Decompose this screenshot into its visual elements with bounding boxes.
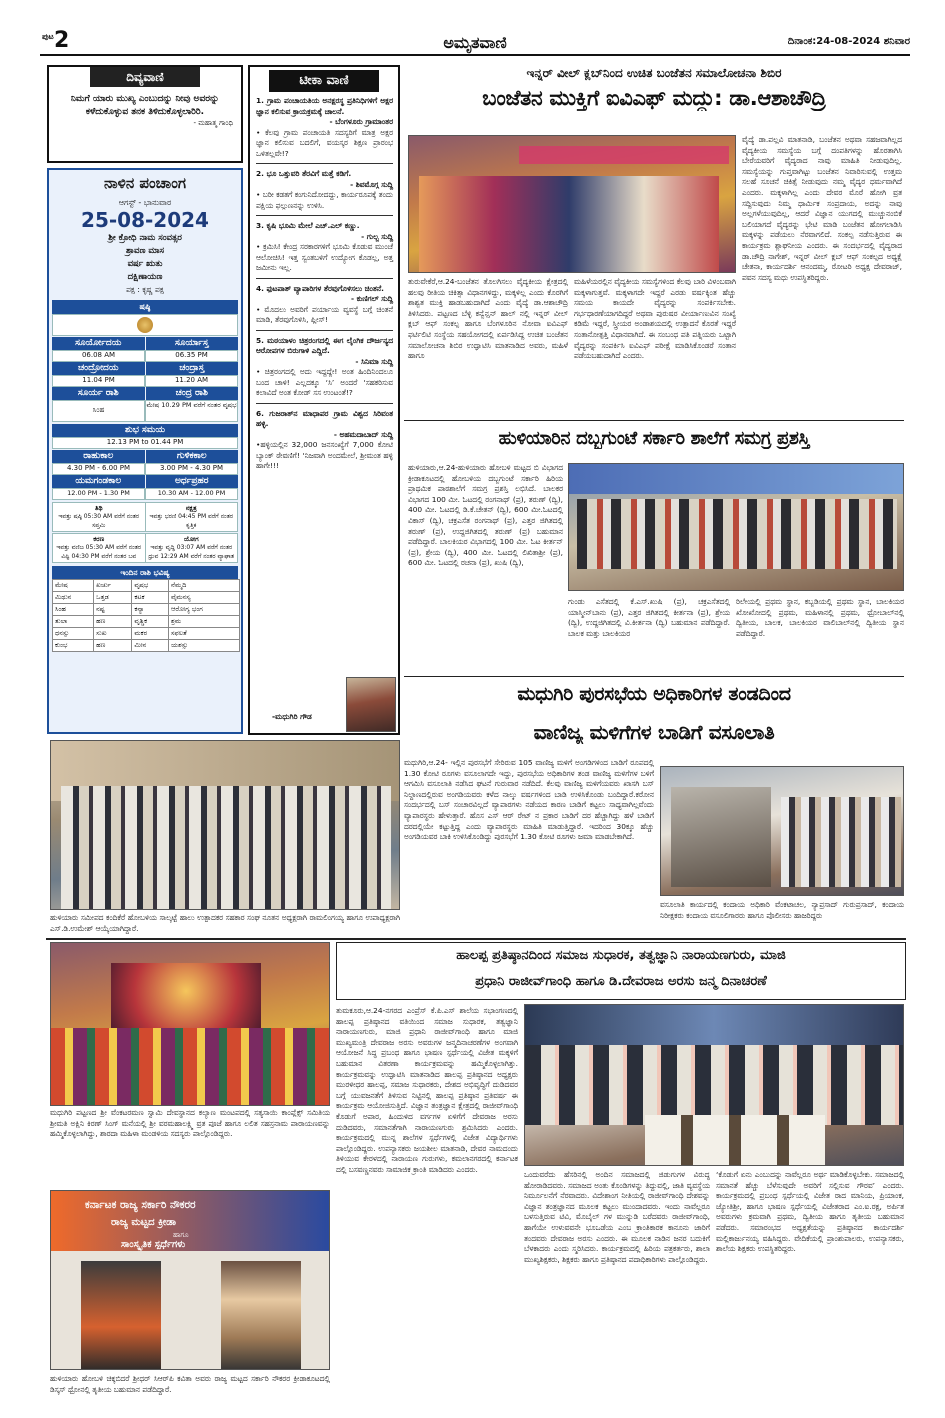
sunrise-value: 06.08 AM bbox=[52, 350, 145, 362]
story1-col-a: ತುರುವೇಕೆರೆ,ಆ.24-ಬಂಜೆತನ ತೊಲಗಿಸಲು ವೈದ್ಯಕೀಯ ಕ್ಷೇತ್ರದಲ್ಲಿ ಹಲವು ರೀತಿಯ ಚಿಕಿತ್ಸಾ ವಿಧಾನಗಳಿದ್ದು, ಮಕ್ಕಳಿಲ್ಲ ಎಂದು ಕೊರಗಿಗೆ ಶಾಶ್ವತ ಮುಕ್ತಿ ಹಾಡಬಹುದಾಗಿದೆ ಎಂದು ವೈದ್ಯೆ ಡಾ.ಆಶಾಚೌದ್ರಿ ತಿಳಿಸಿದರು. ಪಟ್ಟಣದ ಬೆಳ್ಳಿ ಕನ್ವೆನ್ಷನ್ ಹಾಲ್ ನಲ್ಲಿ ಇನ್ನರ್ ವೀಲ್ ಕ್ಲಬ್ ಆಫ್ ಸಂಕಲ್ಪ ಹಾಗೂ ಬೆಂಗಳೂರಿನ ನೋವಾ ಐವಿಎಫ್ ಫರ್ಟಿಲಿಟಿ ಸಂಸ್ಥೆಯ ಸಹಯೋಗದಲ್ಲಿ ಏರ್ಪಡಿಸಿದ್ದ ಉಚಿತ ಬಂಜೆತನ ಸಮಾಲೋಚನಾ ಶಿಬಿರ ಉದ್ಘಾಟಿಸಿ ಮಾತನಾಡಿದ ಅವರು, ಮಹಿಳೆ ಹಾಗೂ bbox=[408, 277, 568, 361]
rashi-cell: ನಷ್ಟ bbox=[94, 604, 132, 616]
teeka-answer: • ಚಿತ್ರರಂಗದಲ್ಲಿ ಅದು ಇದ್ದದ್ದೇ! ಅಂತ ಹಿಂದಿನಿಂದಲೂ ಬಂದ ಚಾಳಿ! ಎಲ್ಲದಕ್ಕೂ ‘ಸಿ’ ಅಂದರೆ ‘ಸಹಕರಿಸುವ ಕಲಾವಿದೆ ಅಂತ ಕೋಡ್ ಸಸ ಉಂಟಂತೆ!? bbox=[256, 367, 393, 397]
rashi-cell: ಧನಸ್ಸು bbox=[53, 628, 94, 640]
panchanga-day: ಷಷ್ಠಿ bbox=[52, 300, 238, 314]
deity-image bbox=[52, 314, 238, 336]
story2-photo bbox=[568, 463, 904, 591]
story4-photo bbox=[524, 1004, 904, 1166]
rashi-cell: ಮಿಥುನ bbox=[53, 592, 94, 604]
panchanga-date: 25-08-2024 bbox=[81, 208, 209, 232]
masthead bbox=[40, 30, 910, 56]
divider bbox=[404, 676, 904, 677]
story2-col-a: ಹುಳಿಯಾರು,ಆ.24-ಹುಳಿಯಾರು ಹೋಬಳಿ ಮಟ್ಟದ ಬಿ ವಿಭಾಗದ ಕ್ರೀಡಾಕೂಟದಲ್ಲಿ ಹೋಬಳಿಯ ದಬ್ಬಗುಂಟೆ ಸರ್ಕಾರಿ ಹಿರಿಯ ಪ್ರಾಥಮಿಕ ಪಾಠಶಾಲೆಗೆ ಸಮಗ್ರ ಪ್ರಶಸ್ತಿ ಲಭಿಸಿದೆ. ಬಾಲಕರ ವಿಭಾಗದ 100 ಮೀ. ಓಟದಲ್ಲಿ ರಂಗನಾಥ್ (ಪ್ರ), ತರುಣ್ (ದ್ವಿ), 400 ಮೀ. ಓಟದಲ್ಲಿ ಡಿ.ಕೆ.ಚೇತನ್ (ದ್ವಿ), 600 ಮೀ.ಓಟದಲ್ಲಿ ವಿಕಾಸ್ (ದ್ವಿ), ಚಕ್ರಎಸೆತ ರಂಗನಾಥ್ (ಪ್ರ), ಎತ್ತರ ಜಿಗಿತದಲ್ಲಿ ತರುಣ್ (ಪ್ರ), ಉದ್ದಜಿಗಿತದಲ್ಲಿ ತರುಣ್ (ಪ್ರ) ಬಹುಮಾನ ಪಡೆದಿದ್ದಾರೆ. ಬಾಲಕಿಯರ ವಿಭಾಗದಲ್ಲಿ 100 ಮೀ. ಓಟ ಕೀರ್ತನ್ (ಪ್ರ), ಶ್ರೇಯ (ದ್ವಿ), 400 ಮೀ. ಓಟದಲ್ಲಿ ಲಿಖಿತಾಶ್ರೀ (ಪ್ರ), 600 ಮೀ. ಓಟದಲ್ಲಿ ರಚನಾ (ಪ್ರ), ಖುಷಿ (ದ್ವಿ), bbox=[408, 463, 563, 568]
moonrise-label: ಚಂದ್ರೋದಯ bbox=[52, 362, 145, 375]
panchanga-month-day: ಆಗಸ್ಟ್ - ಭಾನುವಾರ bbox=[118, 198, 172, 207]
karana-label: ಕರಣ bbox=[93, 535, 105, 543]
page-label: ಪುಟ bbox=[42, 32, 54, 41]
rashi-cell: ಮೇಷ bbox=[53, 580, 94, 592]
columnist-photo bbox=[346, 677, 396, 732]
teeka-item bbox=[256, 336, 393, 404]
story4-col-b: ಒಂದುವರೆದು ಹೆಸರಿನಲ್ಲಿ ಅಂದಿನ ಸಮಾಜದಲ್ಲಿ ಜಿಡುಗುಗಳ ವಿರುದ್ಧ ಹೋರಾಡಿದವರು. ಸಮಾಜದ ಅಂತು ಕೊಂಡಿಗಳನ್ನು ತಿದ್ದುವಲ್ಲಿ, ಜಾತಿ ವ್ಯವಸ್ಥೆಯ ನಿರ್ಮೂಲನೆಗೆ ನೆರವಾದರು. ವಿದೇಶಾಂಗ ನೀತಿಯಲ್ಲಿ ರಾಜೀವ್‌ಗಾಂಧಿ ದೇಶವನ್ನು ವಿಜ್ಞಾನ ತಂತ್ರಜ್ಞಾನದ ಮೂಲಕ ಕಟ್ಟಲು ಮುಂದಾದವರು. ಇಂದು ನಾವೆಲ್ಲರೂ ಬಳಸುತ್ತಿರುವ ಟಿವಿ, ಮೊಬೈಲ್ ಗಳ ಮುನ್ನುಡಿ ಬರೆದವರು ರಾಜೀವ್‌ಗಾಂಧಿ, ಹಾಗೆಯೇ ಉಳುವವನೇ ಭೂಒಡೆಯ ಎಂಬ ಕ್ರಾಂತಿಕಾರಕ ಕಾನೂನು ಜಾರಿಗೆ ತಂದವರು ದೇವರಾಜ ಅರಸು ಎಂದರು. ಈ ಮೂಲಕ ನಾಡಿನ ಜನರ ಬದುಕಿಗೆ ಬೆಳಕಾದರು ಎಂದು ಸ್ಮರಿಸಿದರು. ಕಾರ್ಯಕ್ರಮದಲ್ಲಿ ಹಿರಿಯ ಪತ್ರಕರ್ತರು, ಶಾಲಾ ಮುಖ್ಯಶಿಕ್ಷಕರು, ಶಿಕ್ಷಕರು ಹಾಗೂ ಪ್ರತಿಷ್ಠಾನದ ಪದಾಧಿಕಾರಿಗಳು ಪಾಲ್ಗೊಂಡಿದ್ದರು. bbox=[524, 1170, 710, 1264]
divyavani-quote: ನಿಮಗೆ ಯಾರು ಮುಖ್ಯ ಎಂಬುದನ್ನು ನೀವು ಅವರನ್ನು ಕಳೆದುಕೊಳ್ಳುವ ತನಕ ತಿಳಿದುಕೊಳ್ಳಲಾರಿರಿ. bbox=[70, 94, 220, 117]
panchanga-box bbox=[47, 168, 243, 734]
story4-headline-1: ಹಾಲಪ್ಪ ಪ್ರತಿಷ್ಠಾನದಿಂದ ಸಮಾಜ ಸುಧಾರಕ, ತತ್ವಜ್ಞಾನಿ ನಾರಾಯಣಗುರು, ಮಾಜಿ bbox=[456, 948, 786, 963]
banner-line-4: ಸಾಂಸ್ಕೃತಿಕ ಸ್ಪರ್ಧೆಗಳು bbox=[121, 1239, 186, 1250]
story1-photo bbox=[408, 135, 736, 273]
teeka-source: - ಗುಲ್ಬ ಸುದ್ದಿ bbox=[361, 231, 393, 241]
rashi-cell: ವೃಷಭ bbox=[132, 580, 169, 592]
rashi-cell: ವೈಮನಸ್ಯ bbox=[169, 592, 240, 604]
nakshatra-value: ಇವತ್ತು ಭರಣಿ 04:45 PM ವರೆಗೆ ನಂತರ ಕೃತ್ತಿಕ bbox=[149, 513, 234, 529]
teeka-answer: • ಕ್ರಮಿಸಿ! ಕೇಂದ್ರ ಸರಕಾರಗಳಿಗೆ ಭೂಮಿ ಕೊಡುವ ಮುಂಚೆ ಆಲೋಚಿಸಿ! ಇತ್ತ ಸ್ವಂತಬಳಿಗೆ ಉದ್ಯೋಗ ಕೊಡಲ್ಲ, ಅತ್ತ ಜಮೀನು ಇಲ್ಲ. bbox=[256, 242, 393, 272]
teeka-item bbox=[256, 221, 393, 279]
banner-line-1: ಕರ್ನಾಟಕ ರಾಜ್ಯ ಸರ್ಕಾರಿ ನೌಕರರ bbox=[85, 1199, 196, 1211]
story2-col-b: ಗುಂಡು ಎಸೆತದಲ್ಲಿ ಕೆ.ಎಸ್.ಖುಷಿ (ಪ್ರ), ಚಕ್ರಎಸೆತದಲ್ಲಿ ಯಾಸ್ಮೀನ್‌ಬಾನು (ಪ್ರ), ಎತ್ತರ ಜಿಗಿತದಲ್ಲಿ ಕೀರ್ತನಾ (ಪ್ರ), ಶ್ರೇಯ (ದ್ವಿ), ಉದ್ದಜಿಗಿತದಲ್ಲಿ ವಿ.ಕೀರ್ತನಾ (ದ್ವಿ) ಬಹುಮಾನ ಪಡೆದಿದ್ದಾರೆ. ಬಾಲಕ ಮತ್ತು ಬಾಲಕಿಯರ bbox=[568, 597, 730, 638]
divider bbox=[256, 163, 393, 164]
story3-headline-1: ಮಧುಗಿರಿ ಪುರಸಭೆಯ ಅಧಿಕಾರಿಗಳ ತಂಡದಿಂದ bbox=[517, 683, 791, 705]
story1-headline: ಬಂಜೆತನ ಮುಕ್ತಿಗೆ ಐವಿಎಫ್ ಮದ್ದು: ಡಾ.ಆಶಾಚೌದ್ರಿ bbox=[482, 86, 826, 110]
temple-caption: ಮಧುಗಿರಿ ಪಟ್ಟಣದ ಶ್ರೀ ವೆಂಕಟರಮಣ ಸ್ವಾಮಿ ದೇವಸ್ಥಾನದ ಕಲ್ಯಾಣ ಮಂಟಪದಲ್ಲಿ ಸತ್ಯಸಾಯಿ ಕಾಂಪ್ಲೆಕ್ಸ್ ಸಮಿತಿಯ ಶ್ರೀಮತಿ ಅಕ್ಷಿನಿ ಕಿರಣ್ ಸಿಂಗ್ ಮನೆಯಲ್ಲಿ ಶ್ರೀ ವರಮಹಾಲಕ್ಷ್ಮಿ ವ್ರತ ಪೂಜೆ ಹಾಗೂ ಲಲಿತ ಸಹಸ್ರನಾಮ ಪಾರಾಯಣವನ್ನು ಹಮ್ಮಿಕೊಳ್ಳಲಾಗಿದ್ದು, ಶಾರದಾ ಮಹಿಳಾ ಮಂಡಳಿಯ ಸದಸ್ಯರು ಪಾಲ್ಗೊಂಡಿದ್ದರು. bbox=[50, 1108, 330, 1138]
teeka-answer: • ಬರೀ ಕಡತಗೆ ಕಂಗುನಿದೋದದ್ದು, ಕಾರ್ಯರೂಪಕ್ಕೆ ತಂದು ಪಕ್ಷಿಯ ಫಲ್ಗುಣನನ್ನು ಉಳಿಸಿ. bbox=[256, 190, 393, 210]
story3-body: ಮಧುಗಿರಿ,ಆ.24- ಇಲ್ಲಿನ ಪುರಸಭೆಗೆ ಸೇರಿರುವ 105 ವಾಣಿಜ್ಯ ಮಳಿಗೆ ಅಂಗಡಿಗಳಿಂದ ಬಾಡಿಗೆ ರೂಪದಲ್ಲಿ 1.30 ಕೋಟಿ ರೂಗಳು ವಸೂಲಾಗದೇ ಇದ್ದು, ಪುರಸಭೆಯ ಅಧಿಕಾರಿಗಳ ತಂಡ ವಾಣಿಜ್ಯ ಮಳಿಗೆಗಳ ಬಳಿಗೆ ಆಗಮಿಸಿ ವಸೂಲಾತಿ ನಡೆಸಿದ ಘಟನೆ ಗುರುವಾರ ನಡೆದಿದೆ. ಕೆಲವು ವಾಣಿಜ್ಯ ಮಳಿಗೆಯವರು ಖಾಸಗಿ ಬಸ್ ನಿಲ್ದಾಣದಲ್ಲಿರುವ ಅಂಗಡಿಯವರು ಕಳೆದ ನಾಲ್ಕು ವರ್ಷಗಳಿಂದ ಬಾಡಿ ಉಳಿಸಿಕೊಂಡು ಬಂದಿದ್ದಾರೆ.ಕರೋನ ಸಂದರ್ಭದಲ್ಲಿ ಬಸ್ ಸಂಚಾರವಿಲ್ಲದೆ ವ್ಯಾಪಾರಗಳು ನಡೆಯದ ಕಾರಣ ಬಾಡಿಗೆ ಕಟ್ಟಲು ಸಾಧ್ಯವಾಗಿಲ್ಲವೆಂದು ವ್ಯಾಪಾರಸ್ಥರು ಹೇಳುತ್ತಾರೆ. ಹೊಸ ಎಸ್ ಆರ್ ರೇಟ್ ನ ಪ್ರಕಾರ ಬಾಡಿಗೆ ದರ ಹೆಚ್ಚಾಗಿದ್ದು ಹಳೆ ಬಾಡಿಗೆ ದರದಲ್ಲಿಯೇ ಕಟ್ಟುತ್ತಿದ್ದ ಎಂದು ವ್ಯಾಪಾರಸ್ಥರು ಮಾಹಿತಿ ಮಾಡುತ್ತಿದ್ದಾರೆ. ಇದರಿಂದ 30ಕ್ಕೂ ಹೆಚ್ಚು ಅಂಗಡಿಯವರ ಬಾಕಿ ಉಳಿಸಿಕೊಂಡಿದ್ದು ಪುರಸಭೆಗೆ 1.30 ಕೋಟಿ ರೂಗಳು ಜಮಾ ಮಾಡಬೇಕಾಗಿದೆ. bbox=[404, 758, 654, 842]
rashi-cell: ಹಣ bbox=[94, 616, 132, 628]
divider bbox=[256, 278, 393, 279]
story3-headline-2: ವಾಣಿಜ್ಯ ಮಳಿಗೆಗಳ ಬಾಡಿಗೆ ವಸೂಲಾತಿ bbox=[533, 720, 775, 744]
teeka-question: 4. ಫುಟಪಾತ್ ವ್ಯಾಪಾರಿಗಳ ತೆರವುಗೊಳಿಸಲು ಚಿಂತನೆ. bbox=[256, 283, 384, 293]
teeka-question: 1. ಗ್ರಾಮ ಪಂಚಾಯತಿಯ ಅನಕ್ಷರಸ್ಥ ಪ್ರತಿನಿಧಿಗಳಿಗೆ ಅಕ್ಷರ ಜ್ಞಾನ ಕಲಿಸುವ ಕ್ರಾಯಕ್ರಮಕ್ಕೆ ಚಾಲನೆ. bbox=[256, 96, 393, 116]
paper-name: ಅಮೃತವಾಣಿ bbox=[443, 33, 507, 52]
panchanga-masa: ಶ್ರಾವಣ ಮಾಸ bbox=[125, 246, 165, 256]
story3-photo bbox=[660, 766, 904, 896]
rashi-row bbox=[53, 604, 240, 616]
rashi-cell: ತುಲಾ bbox=[53, 616, 94, 628]
rashi-cell: ಸಫಲತೆ bbox=[169, 628, 240, 640]
rashi-cell: ಆರೋಗ್ಯ ಭಂಗ bbox=[169, 604, 240, 616]
banner-line-3: ಹಾಗೂ bbox=[173, 1231, 189, 1239]
panchanga-title: ನಾಳಿನ ಪಂಚಾಂಗ bbox=[104, 174, 186, 192]
teeka-question: 5. ಮಠಯಾಳಂ ಚಿತ್ರರಂಗದಲ್ಲಿ ಈಗ ಲೈಂಗಿಕ ದೌರ್ಜನ್ಯದ ಆರೋಪಗಳ ಬಿರುಗಾಳಿ ಎದ್ದಿದೆ. bbox=[256, 335, 393, 355]
shubha-label: ಶುಭ ಸಮಯ bbox=[52, 424, 238, 437]
story1-col-c: ವೈದ್ಯೆ ಡಾ.ಪಲ್ಲವಿ ಮಾತನಾಡಿ, ಬಂಜೆತನ ಅಥವಾ ಸಹಜವಾಗಿಲ್ಲದ ವೈದ್ಯಕೀಯ ಸಮಸ್ಯೆಯ ಬಗ್ಗೆ ದಂಪತಿಗಳನ್ನು ಹೊರತಾಗಿಸಿ ಬೇರೆಯವರಿಗೆ ವೈದ್ಯರಾದ ನಾವು ಮಾಹಿತಿ ನೀಡುವುದಿಲ್ಲ. ಸಮಸ್ಯೆಯನ್ನು ಗುಪ್ತವಾಗಿಟ್ಟು ಬಂಜೆತನ ನಿವಾರಿಸುವಲ್ಲಿ ಉತ್ತಮ ಸಲಹೆ ಸೂಚನೆ ಚಿಕಿತ್ಸೆ ನೀಡುವುದು ನಮ್ಮ ವೈದ್ಯರ ಧರ್ಮವಾಗಿದೆ ಎಂದರು. ಮಕ್ಕಳಾಗಿಲ್ಲ ಎಂದು ದೇವರ ಮೊರೆ ಹೋಗಿ ವ್ರತ ಸದ್ದಿಸುವುದು ನಿಮ್ಮ ಧಾರ್ಮಿಕ ಸಂಪ್ರದಾಯ, ಅದನ್ನು ನಾವು ಅಲ್ಲಗಳೆಯುವುದಿಲ್ಲ, ಆದರೆ ವಿಜ್ಞಾನ ಯುಗದಲ್ಲಿ ಮುಚ್ಚುನಂಬಿಕೆ ಬಲಿಯಾಗದೆ ವೈದ್ಯರನ್ನು ಭೇಟಿ ಮಾಡಿ ಬಂಜೆತನ ಹೋಗಲಾಡಿಸಿ ಮಕ್ಕಳನ್ನು ಪಡೆಯಲು ನೆರವಾಗಲಿದೆ. ಸಂಕಲ್ಪ ನಡೆಸುತ್ತಿರುವ ಈ ಕಾರ್ಯಕ್ರಮ ಶ್ಲಾಘನೀಯ ಎಂದರು. ಈ ಸಂದರ್ಭದಲ್ಲಿ ವೈದ್ಯರಾದ ಡಾ.ಚೌದ್ರಿ ನಾಗೇಶ್, ಇನ್ನರ್ ವೀಲ್ ಕ್ಲಬ್ ಆಫ್ ಸಂಕಲ್ಪದ ಅಧ್ಯಕ್ಷೆ ಚೇತನಾ, ಕಾರ್ಯದರ್ಶಿ ಆನಂದಮ್ಮ, ರೋಟರಿ ಅಧ್ಯಕ್ಷ ದೇವರಾಜ್, ಪವನ ಸದಸ್ಯ ಮಧು ಉಪಸ್ಥಿತರಿದ್ದರು. bbox=[742, 135, 902, 282]
tithi-label: ತಿಥಿ bbox=[94, 504, 103, 512]
story1-col-b: ಮಹಿಳೆಯರಲ್ಲಿನ ವೈದ್ಯಕೀಯ ಸಮಸ್ಯೆಗಳಿಂದ ಕೆಲವು ಬಾರಿ ವಿಳಂಬವಾಗಿ ಮಕ್ಕಳಾಗುತ್ತವೆ. ಮಕ್ಕಳಾಗದೇ ಇದ್ದರೆ ಎರಡು ವರ್ಷಕ್ಕಿಂತ ಹೆಚ್ಚು ಸಮಯ ಕಾಯದೇ ವೈದ್ಯರನ್ನು ಸಂಪರ್ಕಿಸಬೇಕು. ಗರ್ಭಧಾರಣೆಯಾಗದಿದ್ದರೆ ಅಥವಾ ಪುರುಷರ ವೀರ್ಯಾಣುವಿನ ಸಂಖ್ಯೆ ಕಡಿಮೆ ಇದ್ದರೆ, ಸ್ತ್ರೀಯರ ಅಂಡಾಶಯದಲ್ಲಿ ಉತ್ಪಾದನೆ ಕೊರತೆ ಇದ್ದರೆ ಸಂತಾನೋತ್ಪತ್ತಿ ವಿಧಾನವಾಗಿದೆ. ಈ ಸಂಬಂಧ ಪತಿ ಪತ್ನಿಯರು ಒಟ್ಟಾಗಿ ವೈದ್ಯರನ್ನು ಸಂಪರ್ಕಿಸಿ ಐವಿಎಫ್ ಪರೀಕ್ಷೆ ಮಾಡಿಸಿಕೊಂಡರೆ ಸಂತಾನ ಪಡೆಯಬಹುದಾಗಿದೆ ಎಂದರು. bbox=[574, 277, 736, 361]
rashi-row bbox=[53, 580, 240, 592]
teeka-item bbox=[256, 284, 393, 331]
rashi-title: ಇಂದಿನ ರಾಶಿ ಭವಿಷ್ಯ bbox=[52, 566, 238, 579]
teeka-source: - ಅಹಮದಾಬಾದ್ ಸುದ್ದಿ bbox=[333, 429, 393, 439]
teeka-vani-box bbox=[248, 65, 400, 735]
teeka-answer: • ಮೊದಲು ಅವರಿಗೆ ಪರ್ಯಾಯ ವ್ಯವಸ್ಥೆ ಬಗ್ಗೆ ಚಿಂತನೆ ಮಾಡಿ, ತೆರವುಗೊಳಿಸಿ, ಪ್ಲೀಸ್! bbox=[256, 304, 393, 324]
teeka-source: - ಸಿನಿಮಾ ಸುದ್ದಿ bbox=[355, 356, 393, 366]
divyavani-box bbox=[47, 65, 243, 163]
rashi-row bbox=[53, 628, 240, 640]
surya-rashi-value: ಸಿಂಹ bbox=[52, 400, 145, 422]
rashi-table bbox=[52, 579, 240, 652]
teeka-question: 3. ಕೃಷಿ ಭೂಮಿ ಮೇಲೆ ಎಚ್.ಎಲ್ ಕಣ್ಣು. bbox=[256, 221, 360, 230]
rashi-cell: ಯಶಸ್ಸು bbox=[169, 640, 240, 652]
moonrise-value: 11.04 PM bbox=[52, 375, 145, 387]
rashi-cell: ಹಣ bbox=[94, 640, 132, 652]
story1-kicker: ಇನ್ನರ್ ವೀಲ್ ಕ್ಲಬ್‌ನಿಂದ ಉಚಿತ ಬಂಜೆತನ ಸಮಾಲೋಚನಾ ಶಿಬಿರ bbox=[526, 66, 782, 80]
teeka-item bbox=[256, 169, 393, 216]
award-photo bbox=[50, 1190, 330, 1370]
divyavani-author: - ಮಹಾತ್ಮ ಗಾಂಧಿ bbox=[193, 119, 233, 127]
deity-icon bbox=[137, 317, 153, 333]
rashi-cell: ಕಟಕ bbox=[132, 592, 169, 604]
teeka-title: ಟೀಕಾ ವಾಣಿ bbox=[269, 70, 379, 92]
story2-headline: ಹುಳಿಯಾರಿನ ದಬ್ಬಗುಂಟೆ ಸರ್ಕಾರಿ ಶಾಲೆಗೆ ಸಮಗ್ರ ಪ್ರಶಸ್ತಿ bbox=[498, 428, 810, 449]
divider bbox=[256, 403, 393, 404]
rashi-cell: ಒತ್ತಡ bbox=[94, 592, 132, 604]
rashi-cell: ಮೀನ bbox=[132, 640, 169, 652]
gulika-label: ಗುಳಿಕಕಾಲ bbox=[146, 450, 239, 463]
tithi-value: ಇವತ್ತು ಷಷ್ಠಿ 05:30 AM ವರೆಗೆ ನಂತರ ಸಪ್ತಮಿ bbox=[58, 513, 140, 529]
story4-col-a: ತುಮಕೂರು,ಆ.24-ನಗರದ ಎಂಪ್ರೆಸ್ ಕೆ.ಪಿ.ಎಸ್ ಶಾಲೆಯ ಸಭಾಂಗಣದಲ್ಲಿ ಹಾಲಪ್ಪ ಪ್ರತಿಷ್ಠಾನದ ವತಿಯಿಂದ ಸಮಾಜ ಸುಧಾರಕ, ತತ್ವಜ್ಞಾನಿ ನಾರಾಯಣಗುರು, ಮಾಜಿ ಪ್ರಧಾನಿ ರಾಜೀವ್‌ಗಾಂಧಿ ಹಾಗೂ ಮಾಜಿ ಮುಖ್ಯಮಂತ್ರಿ ದೇವರಾಜ ಅರಸು ಅವರುಗಳ ಜನ್ಮದಿನಾಚರಣೆಗಳ ಅಂಗವಾಗಿ ಆಯೋಜನೆ ಸಿದ್ಧ ಪ್ರಬಂಧ ಹಾಗೂ ಭಾಷಣ ಸ್ಪರ್ಧೆಯಲ್ಲಿ ವಿಜೇತ ಮಕ್ಕಳಿಗೆ ಬಹುಮಾನ ವಿತರಣಾ ಕಾರ್ಯಕ್ರಮವನ್ನು ಹಮ್ಮಿಕೊಳ್ಳಲಾಗಿತ್ತು. ಕಾರ್ಯಕ್ರಮವನ್ನು ಉದ್ಘಾಟಿಸಿ ಮಾತನಾಡಿದ ಹಾಲಪ್ಪ ಪ್ರತಿಷ್ಠಾನದ ಅಧ್ಯಕ್ಷರು ಮುರಳೀಧರ ಹಾಲಪ್ಪ, ಸಮಾಜ ಸುಧಾರಕರು, ದೇಶದ ಅಭಿವೃದ್ಧಿಗೆ ದುಡಿದವರ ಬಗ್ಗೆ ಯುವಜನತೆಗೆ ತಿಳಿಸುವ ನಿಟ್ಟಿನಲ್ಲಿ ಹಾಲಪ್ಪ ಪ್ರತಿಷ್ಠಾನ ಪ್ರತಿವರ್ಷ ಈ ಕಾರ್ಯಕ್ರಮ ಆಯೋಜಿಸುತ್ತಿದೆ. ವಿಜ್ಞಾನ ತಂತ್ರಜ್ಞಾನ ಕ್ಷೇತ್ರದಲ್ಲಿ ರಾಜೀವ್‌ಗಾಂಧಿ ಕೊಡುಗೆ ಅಪಾರ, ಹಿಂದುಳಿದ ವರ್ಗಗಳ ಏಳಿಗೆಗೆ ದೇವರಾಜ ಅರಸು ದುಡಿದವರು, ಸಮಾನತೆಗಾಗಿ ನಾರಾಯಣಗುರು ಶ್ರಮಿಸಿದರು ಎಂದರು. ಕಾರ್ಯಕ್ರಮದಲ್ಲಿ ಮುನ್ನ ಶಾಲೆಗಳ ಸ್ಪರ್ಧೆಗಳಲ್ಲಿ ವಿಜೇತ ವಿದ್ಯಾರ್ಥಿಗಳು ಪಾಲ್ಗೊಂಡಿದ್ದರು. ಉಪನ್ಯಾಸಕರು ಜಯಶೀಲ ಮಾತನಾಡಿ, ದೇವರ ನಾಮದಂದು ತಿಳಿಯುವ ಕೇರಳದಲ್ಲಿ ನಾರಾಯಣ ಗುರುಗಳು, ಕಮಲಾನಗರದಲ್ಲಿ ಕರ್ನಾಟಕ ದಲ್ಲಿ ಬಸವಣ್ಣನವರು ಸಾಮಾಜಿಕ ಕ್ರಾಂತಿ ಮಾಡಿದರು ಎಂದರು. bbox=[336, 1006, 518, 1174]
banner-line-2: ರಾಜ್ಯ ಮಟ್ಟದ ಕ್ರೀಡಾ bbox=[111, 1217, 176, 1228]
divider bbox=[256, 330, 393, 331]
story3-caption: ವಸೂಲಾತಿ ಕಾರ್ಯದಲ್ಲಿ ಕಂದಾಯ ಅಧಿಕಾರಿ ವೆಂಕಟಾಚಲ, ನ್ಯಾಪ್ರಸಾದ್ ಗುರುಪ್ರಸಾದ್, ಕಂದಾಯ ನಿರೀಕ್ಷಕರು ಕಂದಾಯ ವಸೂಲಿಗಾರರು ಹಾಗೂ ಪೊಲೀಸರು ಹಾಜರಿದ್ದರು bbox=[660, 900, 904, 920]
yoga-label: ಯೋಗ bbox=[183, 535, 199, 543]
date-line: ದಿನಾಂಕ:24-08-2024 ಶನಿವಾರ bbox=[787, 36, 910, 47]
chandra-rashi-value: ಮೇಷ 10.29 PM ವರೆಗೆ ನಂತರ ವೃಷಭ bbox=[145, 400, 238, 422]
rashi-cell: ಸುಖ bbox=[94, 628, 132, 640]
teeka-answer: • ಕೆಲವು ಗ್ರಾಮ ಪಂಚಾಯತಿ ಸದಸ್ಯರಿಗೆ ಮಾತ್ರ ಅಕ್ಷರ ಜ್ಞಾನ ಕಲಿಸುವ ಬದಲಿಗೆ, ವಯಸ್ಕರ ಶಿಕ್ಷಣ ಪ್ರಾರಂಭ ಒಳಿತಲ್ಲವೇ!? bbox=[256, 127, 393, 158]
panchanga-ayana: ದಕ್ಷಿಣಾಯಣ bbox=[127, 272, 163, 282]
milk-society-caption: ಹುಳಿಯಾರು ಸಮೀಪದ ಕಂದಿಕೆರೆ ಹೋಬಳಿಯ ಸಾಲ್ಕಟ್ಟೆ ಹಾಲು ಉತ್ಪಾದಕರ ಸಹಕಾರ ಸಂಘ ನೂತನ ಅಧ್ಯಕ್ಷರಾಗಿ ರಾಮಲಿಂಗಯ್ಯ ಹಾಗೂ ಉಪಾಧ್ಯಕ್ಷರಾಗಿ ಎಸ್.ಡಿ.ಉಮೇಶ್ ಆಯ್ಕೆಯಾಗಿದ್ದಾರೆ. bbox=[50, 913, 400, 933]
sunset-label: ಸೂರ್ಯಾಸ್ತ bbox=[146, 337, 239, 350]
rahu-label: ರಾಹುಕಾಲ bbox=[52, 450, 145, 463]
award-caption: ಹುಳಿಯಾರು ಹೋಬಳಿ ಚಿಕ್ಕಬಿದರೆ ಶ್ರೀಧರ್ ಸಿಆರ್‌ಪಿ ಕವಿತಾ ಅವರು ರಾಜ್ಯ ಮಟ್ಟದ ಸರ್ಕಾರಿ ನೌಕರರ ಕ್ರೀಡಾಕೂಟದಲ್ಲಿ ಡಿಸ್ಕಸ್ ಥ್ರೋನಲ್ಲಿ ತೃತೀಯ ಬಹುಮಾನ ಪಡೆದಿದ್ದಾರೆ. bbox=[50, 1374, 330, 1394]
divider bbox=[46, 938, 906, 940]
panchanga-rutu: ವರ್ಷ ಋತು bbox=[127, 259, 163, 269]
moonset-value: 11.20 AM bbox=[145, 375, 238, 387]
teeka-source: - ಕುಣಿಗಲ್ ಸುದ್ದಿ bbox=[350, 294, 393, 303]
yama-label: ಯಮಗಂಡಕಾಲ bbox=[52, 475, 145, 488]
yama-value: 12.00 PM - 1.30 PM bbox=[52, 488, 145, 500]
divider bbox=[404, 420, 904, 421]
rashi-cell: ನೆಮ್ಮದಿ bbox=[169, 580, 240, 592]
teeka-items bbox=[250, 92, 398, 472]
karana-value: ಇವತ್ತು ವಣಿಜ 05:30 AM ವರೆಗೆ ನಂತರ ವಿಷ್ಟಿ 04:30 PM ವರೆಗೆ ನಂತರ ಬವ bbox=[56, 544, 142, 560]
divyavani-title: ದಿವ್ಯವಾಣಿ bbox=[90, 67, 200, 87]
teeka-source: - ಬೆಂಗಳೂರು ಗ್ರಾಮಾಂತರ bbox=[329, 117, 393, 126]
teeka-answer: •ಹಳ್ಳಿಯಲ್ಲಿನ 32,000 ಜನಸಂಖ್ಯೆಗೆ 7,000 ಕೋಟಿ ಬ್ಯಾಂಕ್ ಠೇವಣಿಗೆ! ‘ನಿಜವಾಗಿ ಅಂದಮೇಲೆ, ಶ್ರೀಮಂತ ಹಳ್ಳಿ ಹಾಗೇ!!! bbox=[256, 440, 393, 470]
rashi-cell: ಸಿಂಹ bbox=[53, 604, 94, 616]
rahu-value: 4.30 PM - 6.00 PM bbox=[52, 463, 145, 475]
temple-photo bbox=[50, 942, 330, 1106]
teeka-question: 2. ಭೂ ಒತ್ತುವರಿ ತೆರವಿಗೆ ಮತ್ತೆ ಕಡಿಗೆ. bbox=[256, 169, 352, 178]
ardha-label: ಅರ್ಧಪ್ರಹರ bbox=[146, 475, 239, 488]
ardha-value: 10.30 AM - 12.00 PM bbox=[145, 488, 238, 500]
teeka-question: 6. ಗುಜರಾತ್‌ನ ಮಾಧಾಪರ ಗ್ರಾಮ ವಿಶ್ವದ ಸಿರಿವಂತ ಹಳ್ಳಿ. bbox=[256, 408, 393, 428]
page-number: 2 bbox=[54, 28, 70, 53]
teeka-byline: -ಮಧುಗಿರಿ ಗೌಡ bbox=[272, 712, 312, 721]
teeka-item bbox=[256, 409, 393, 472]
nakshatra-label: ನಕ್ಷತ್ರ bbox=[185, 504, 197, 512]
rashi-cell: ವೃಶ್ಚಿಕ bbox=[132, 616, 169, 628]
teeka-item bbox=[256, 96, 393, 164]
sunrise-label: ಸೂರ್ಯೋದಯ bbox=[52, 337, 145, 350]
panchanga-samvatsara: ಶ್ರೀ ಕ್ರೋಧಿ ನಾಮ ಸಂವತ್ಸರ bbox=[108, 233, 182, 243]
rashi-row bbox=[53, 640, 240, 652]
rashi-cell: ಮಕರ bbox=[132, 628, 169, 640]
rashi-row bbox=[53, 616, 240, 628]
rashi-row bbox=[53, 592, 240, 604]
story4-header-box bbox=[336, 942, 906, 1000]
panchanga-paksha: ಪಕ್ಷ : ಕೃಷ್ಣ ಪಕ್ಷ bbox=[126, 285, 164, 294]
teeka-source: - ಶಿವಮೊಗ್ಗ ಸುದ್ದಿ bbox=[350, 179, 393, 189]
rashi-cell: ಖರ್ಚು bbox=[94, 580, 132, 592]
yoga-value: ಇವತ್ತು ವೃದ್ಧಿ 03:07 AM ವರೆಗೆ ನಂತರ ಧ್ರುವ 12:29 AM ವರೆಗೆ ನಂತರ ವ್ಯಾಘಾತ bbox=[148, 544, 235, 560]
moonset-label: ಚಂದ್ರಾಸ್ತ bbox=[146, 362, 239, 375]
rashi-cell: ಶ್ರಮ bbox=[169, 616, 240, 628]
divider bbox=[256, 215, 393, 216]
surya-rashi-label: ಸೂರ್ಯ ರಾಶಿ bbox=[52, 387, 145, 400]
rashi-cell: ಕುಂಭ bbox=[53, 640, 94, 652]
story2-col-c: ರಿಲೇಯಲ್ಲಿ ಪ್ರಥಮ ಸ್ಥಾನ, ಕಬ್ಬಡಿಯಲ್ಲಿ ಪ್ರಥಮ ಸ್ಥಾನ, ಬಾಲಕಿಯರ ಖೋಖೋದಲ್ಲಿ ಪ್ರಥಮ, ಮಹಿಳಾನಲ್ಲಿ ಪ್ರಥಮ, ಥ್ರೋಬಾಲ್‌ನಲ್ಲಿ ದ್ವಿತೀಯ, ಬಾಲಕ, ಬಾಲಕಿಯರ ವಾಲಿಬಾಲ್‌ನಲ್ಲಿ ದ್ವಿತೀಯ ಸ್ಥಾನ ಪಡೆದಿದ್ದಾರೆ. bbox=[736, 597, 904, 638]
rashi-cell: ಕನ್ಯಾ bbox=[132, 604, 169, 616]
milk-society-photo bbox=[50, 740, 400, 910]
sunset-value: 06.35 PM bbox=[145, 350, 238, 362]
shubha-value: 12.13 PM to 01.44 PM bbox=[52, 437, 238, 449]
story4-headline-2: ಪ್ರಧಾನಿ ರಾಜೀವ್‌ಗಾಂಧಿ ಹಾಗೂ ಡಿ.ದೇವರಾಜ ಅರಸು ಜನ್ಮ ದಿನಾಚರಣೆ bbox=[475, 974, 767, 989]
story4-col-c: ‘ಕೊಡುಗೆ ಏನು ಎಂಬುದನ್ನು ನಾವೆಲ್ಲರೂ ಅರ್ಥ ಮಾಡಿಕೊಳ್ಳಬೇಕು. ಸಮಾಜದಲ್ಲಿ ಸಮಾನತೆ ಹೆಚ್ಚು ಬೆಳೆಸುವುದೇ ಅವರಿಗೆ ಸಲ್ಲಿಸುವ ಗೌರವ’ ಎಂದರು. ಕಾರ್ಯಕ್ರಮದಲ್ಲಿ ಪ್ರಬಂಧ ಸ್ಪರ್ಧೆಯಲ್ಲಿ ವಿಜೇತ ರಾದ ಮಾನಿಯ, ಪ್ರಿಯಾಂಕ, ಜ್ಯೋತಿಶ್ರೀ, ಹಾಗೂ ಭಾಷಣ ಸ್ಪರ್ಧೆಯಲ್ಲಿ ವಿಜೇತರಾದ ಎಂ.ಐ.ರಕ್ಷ, ಅರ್ಪಿತ ಅವರುಗಳು ಕ್ರಮವಾಗಿ ಪ್ರಥಮ, ದ್ವಿತೀಯ ಹಾಗೂ ತೃತೀಯ ಬಹುಮಾನ ಪಡೆದರು. ಸಮಾರಂಭದ ಅಧ್ಯಕ್ಷತೆಯನ್ನು ಪ್ರತಿಷ್ಠಾನದ ಕಾರ್ಯದರ್ಶಿ ಮಲ್ಲಿಕಾರ್ಜುನಯ್ಯ ವಹಿಸಿದ್ದರು. ವೇದಿಕೆಯಲ್ಲಿ ಪ್ರಾಂಶುಪಾಲರು, ಉಪನ್ಯಾಸಕರು, ಶಾಲೆಯ ಶಿಕ್ಷಕರು ಉಪಸ್ಥಿತರಿದ್ದರು. bbox=[716, 1170, 904, 1254]
chandra-rashi-label: ಚಂದ್ರ ರಾಶಿ bbox=[146, 387, 239, 400]
gulika-value: 3.00 PM - 4.30 PM bbox=[145, 463, 238, 475]
